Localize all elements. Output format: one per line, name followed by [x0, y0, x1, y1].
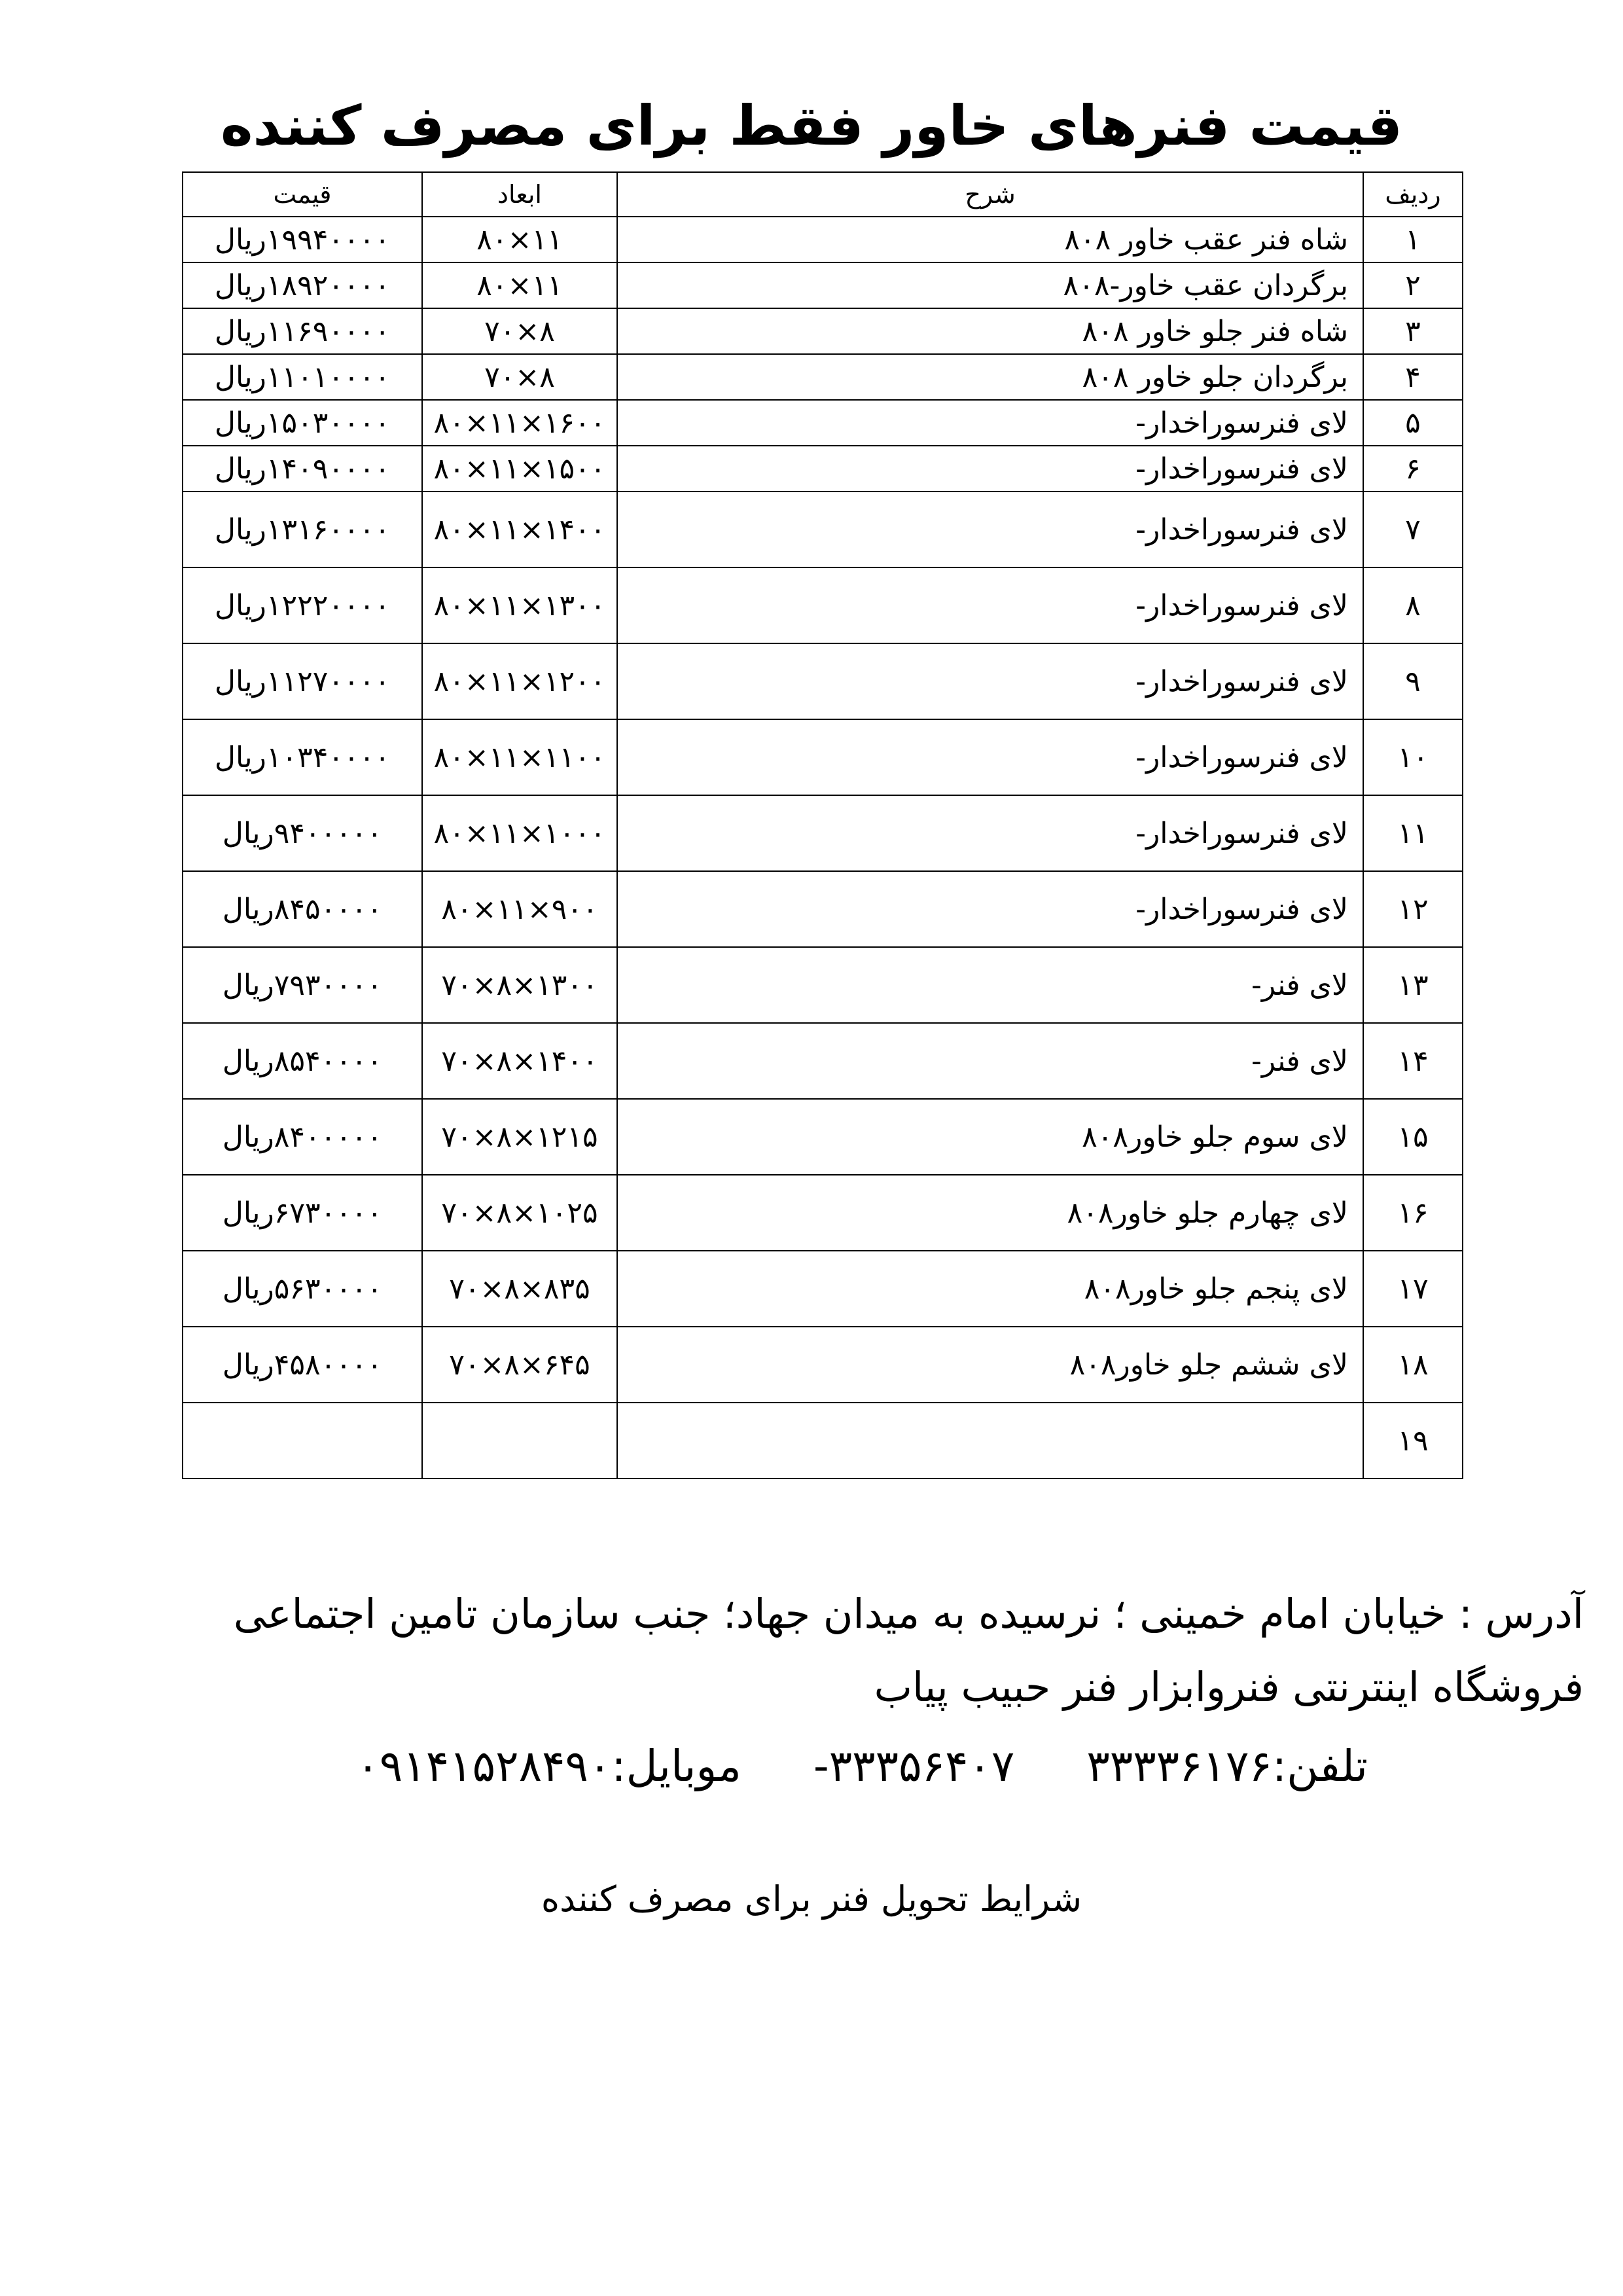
phone-number-1: ۳۳۳۳۶۱۷۶ [1086, 1741, 1272, 1791]
table-row [183, 354, 1463, 400]
cell-price: ۴۵۸۰۰۰۰ریال [183, 1327, 422, 1403]
cell-price: ۱۱۶۹۰۰۰۰ریال [183, 308, 422, 354]
cell-dimensions: ۱۰۲۵×۸×۷۰ [422, 1175, 617, 1251]
cell-row-number: ۱۲ [1363, 871, 1463, 947]
cell-description: شاه فنر عقب خاور ۸۰۸ [617, 217, 1363, 262]
table-row [183, 643, 1463, 719]
cell-dimensions [422, 1403, 617, 1479]
cell-row-number: ۹ [1363, 643, 1463, 719]
cell-dimensions: ۸×۷۰ [422, 308, 617, 354]
cell-price: ۱۰۳۴۰۰۰۰ریال [183, 719, 422, 795]
cell-dimensions: ۱۵۰۰×۱۱×۸۰ [422, 446, 617, 492]
cell-description: لای فنر- [617, 947, 1363, 1023]
cell-price: ۷۹۳۰۰۰۰ریال [183, 947, 422, 1023]
table-row [183, 262, 1463, 308]
header-dimensions: ابعاد [422, 172, 617, 217]
store-name: فروشگاه اینترنتی فنروابزار فنر حبیب پیاب [874, 1663, 1584, 1711]
price-table [182, 171, 1463, 1479]
cell-dimensions: ۱۳۰۰×۱۱×۸۰ [422, 567, 617, 643]
mobile-label: موبایل: [611, 1741, 741, 1791]
cell-price: ۱۲۲۲۰۰۰۰ریال [183, 567, 422, 643]
cell-description: لای فنرسوراخدار- [617, 643, 1363, 719]
table-row [183, 795, 1463, 871]
cell-description: لای فنرسوراخدار- [617, 400, 1363, 446]
cell-row-number: ۵ [1363, 400, 1463, 446]
document-title: قیمت فنرهای خاور فقط برای مصرف کننده [220, 94, 1403, 158]
cell-description: لای ششم جلو خاور۸۰۸ [617, 1327, 1363, 1403]
table-row [183, 1099, 1463, 1175]
address-line: آدرس : خیابان امام خمینی ؛ نرسیده به میدان جهاد؛ جنب سازمان تامین اجتماعی [233, 1590, 1584, 1638]
cell-description: لای فنرسوراخدار- [617, 567, 1363, 643]
cell-price: ۸۴۰۰۰۰۰ریال [183, 1099, 422, 1175]
cell-description: لای فنرسوراخدار- [617, 795, 1363, 871]
cell-dimensions: ۹۰۰×۱۱×۸۰ [422, 871, 617, 947]
table-header-row [183, 172, 1463, 217]
cell-dimensions: ۱۱×۸۰ [422, 217, 617, 262]
cell-price: ۱۸۹۲۰۰۰۰ریال [183, 262, 422, 308]
cell-description: لای فنرسوراخدار- [617, 719, 1363, 795]
cell-price: ۵۶۳۰۰۰۰ریال [183, 1251, 422, 1327]
cell-description: لای فنرسوراخدار- [617, 871, 1363, 947]
contact-numbers [124, 1741, 1368, 1791]
table-row [183, 719, 1463, 795]
cell-price [183, 1403, 422, 1479]
cell-description: لای فنرسوراخدار- [617, 492, 1363, 567]
cell-dimensions: ۱۲۱۵×۸×۷۰ [422, 1099, 617, 1175]
cell-dimensions: ۱۱×۸۰ [422, 262, 617, 308]
table-row [183, 1403, 1463, 1479]
cell-description [617, 1403, 1363, 1479]
cell-price: ۱۳۱۶۰۰۰۰ریال [183, 492, 422, 567]
cell-price: ۱۹۹۴۰۰۰۰ریال [183, 217, 422, 262]
table-row [183, 1175, 1463, 1251]
delivery-terms: شرایط تحویل فنر برای مصرف کننده [541, 1878, 1082, 1920]
header-description: شرح [617, 172, 1363, 217]
cell-dimensions: ۱۰۰۰×۱۱×۸۰ [422, 795, 617, 871]
cell-description: لای فنرسوراخدار- [617, 446, 1363, 492]
cell-row-number: ۱۰ [1363, 719, 1463, 795]
cell-dimensions: ۱۲۰۰×۱۱×۸۰ [422, 643, 617, 719]
table-row [183, 567, 1463, 643]
cell-row-number: ۱۶ [1363, 1175, 1463, 1251]
cell-price: ۶۷۳۰۰۰۰ریال [183, 1175, 422, 1251]
cell-dimensions: ۸۳۵×۸×۷۰ [422, 1251, 617, 1327]
cell-dimensions: ۱۶۰۰×۱۱×۸۰ [422, 400, 617, 446]
cell-row-number: ۱ [1363, 217, 1463, 262]
cell-dimensions: ۱۴۰۰×۸×۷۰ [422, 1023, 617, 1099]
cell-price: ۸۵۴۰۰۰۰ریال [183, 1023, 422, 1099]
cell-description: برگردان جلو خاور ۸۰۸ [617, 354, 1363, 400]
phone-label: تلفن: [1272, 1741, 1368, 1791]
phone-number-2: ۳۳۳۵۶۴۰۷- [813, 1741, 1015, 1791]
cell-price: ۱۴۰۹۰۰۰۰ریال [183, 446, 422, 492]
cell-row-number: ۸ [1363, 567, 1463, 643]
cell-row-number: ۱۸ [1363, 1327, 1463, 1403]
cell-row-number: ۷ [1363, 492, 1463, 567]
cell-price: ۱۵۰۳۰۰۰۰ریال [183, 400, 422, 446]
cell-dimensions: ۱۱۰۰×۱۱×۸۰ [422, 719, 617, 795]
table-row [183, 217, 1463, 262]
cell-description: برگردان عقب خاور-۸۰۸ [617, 262, 1363, 308]
table-row [183, 947, 1463, 1023]
cell-price: ۹۴۰۰۰۰۰ریال [183, 795, 422, 871]
cell-description: لای پنجم جلو خاور۸۰۸ [617, 1251, 1363, 1327]
cell-price: ۱۱۲۷۰۰۰۰ریال [183, 643, 422, 719]
cell-row-number: ۱۱ [1363, 795, 1463, 871]
cell-dimensions: ۸×۷۰ [422, 354, 617, 400]
table-row [183, 871, 1463, 947]
header-row-number: ردیف [1363, 172, 1463, 217]
footer-address [79, 1577, 1584, 1724]
table-row [183, 446, 1463, 492]
cell-row-number: ۲ [1363, 262, 1463, 308]
cell-price: ۸۴۵۰۰۰۰ریال [183, 871, 422, 947]
cell-row-number: ۱۹ [1363, 1403, 1463, 1479]
table-row [183, 1327, 1463, 1403]
table-row [183, 1023, 1463, 1099]
cell-dimensions: ۶۴۵×۸×۷۰ [422, 1327, 617, 1403]
cell-row-number: ۱۴ [1363, 1023, 1463, 1099]
cell-description: لای فنر- [617, 1023, 1363, 1099]
table-row [183, 308, 1463, 354]
cell-description: شاه فنر جلو خاور ۸۰۸ [617, 308, 1363, 354]
cell-price: ۱۱۰۱۰۰۰۰ریال [183, 354, 422, 400]
cell-row-number: ۶ [1363, 446, 1463, 492]
cell-row-number: ۱۷ [1363, 1251, 1463, 1327]
cell-row-number: ۱۵ [1363, 1099, 1463, 1175]
cell-dimensions: ۱۴۰۰×۱۱×۸۰ [422, 492, 617, 567]
table-row [183, 1251, 1463, 1327]
table-row [183, 400, 1463, 446]
cell-row-number: ۴ [1363, 354, 1463, 400]
cell-description: لای چهارم جلو خاور۸۰۸ [617, 1175, 1363, 1251]
table-body [183, 217, 1463, 1479]
table-row [183, 492, 1463, 567]
cell-row-number: ۳ [1363, 308, 1463, 354]
header-price: قیمت [183, 172, 422, 217]
cell-row-number: ۱۳ [1363, 947, 1463, 1023]
mobile-number: ۰۹۱۴۱۵۲۸۴۹۰ [356, 1741, 612, 1791]
cell-dimensions: ۱۳۰۰×۸×۷۰ [422, 947, 617, 1023]
cell-description: لای سوم جلو خاور۸۰۸ [617, 1099, 1363, 1175]
